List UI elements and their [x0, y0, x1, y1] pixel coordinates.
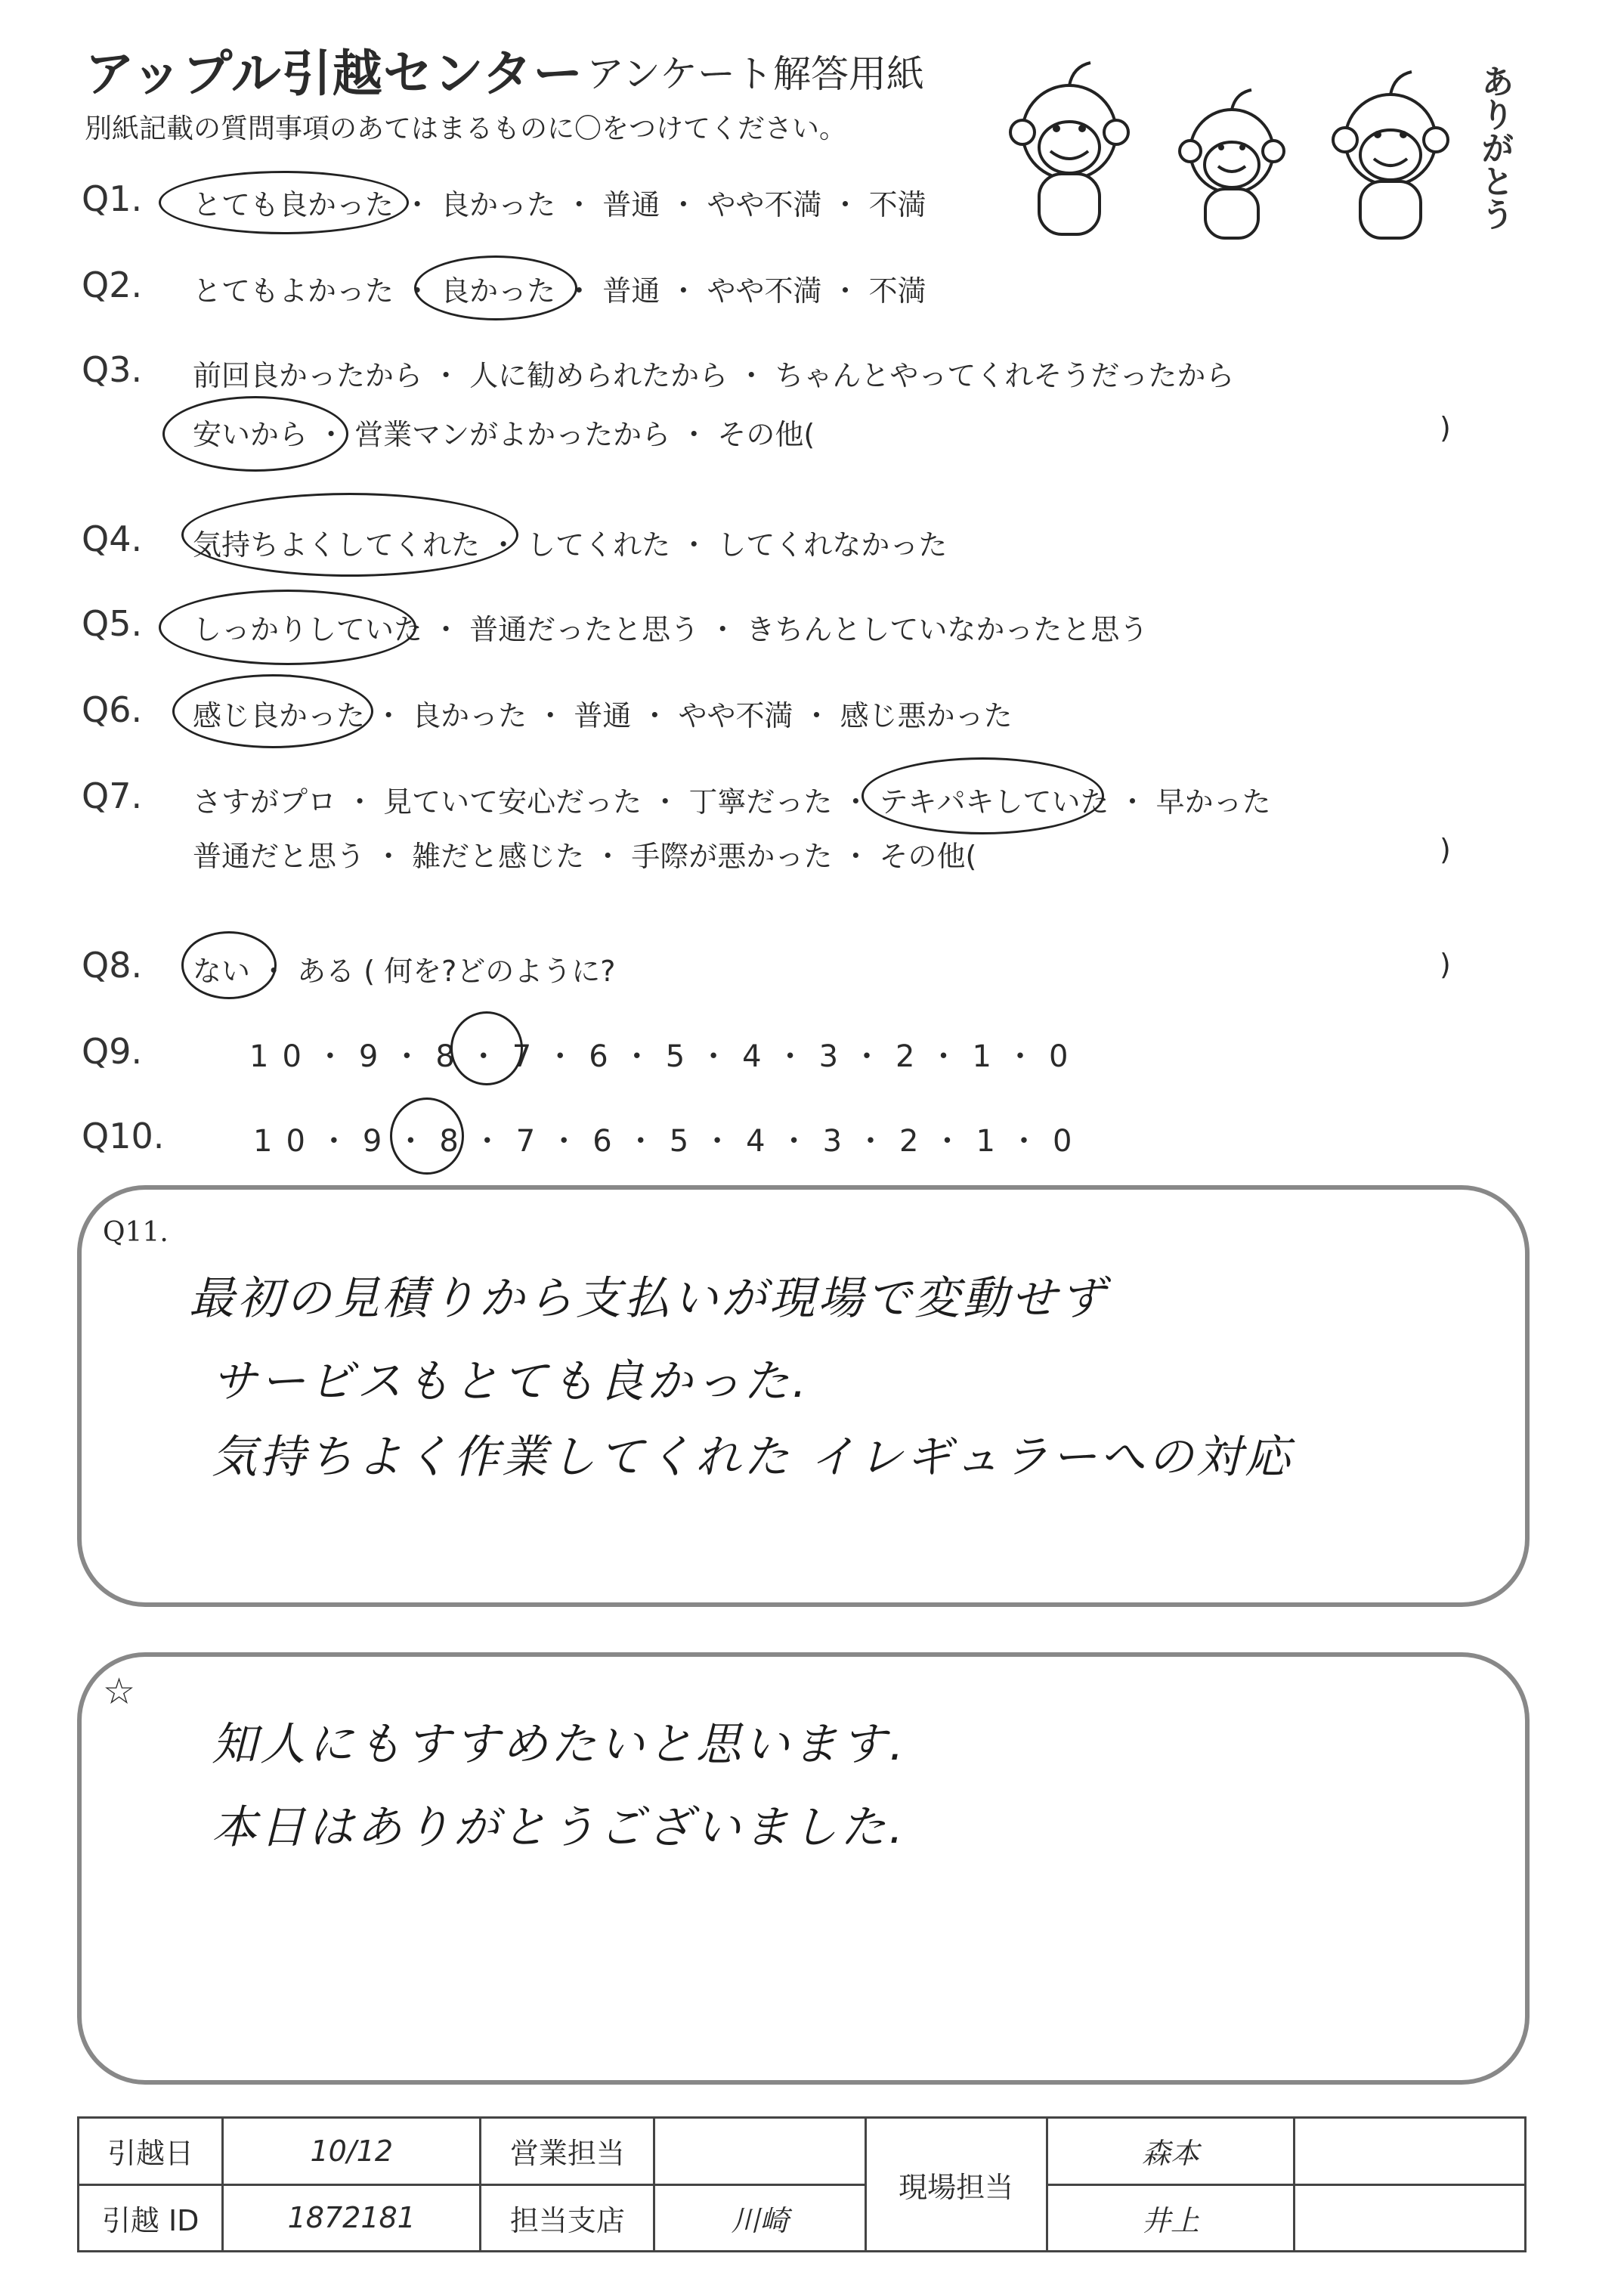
q6-options[interactable]: 感じ良かった ・ 良かった ・ 普通 ・ やや不満 ・ 感じ悪かった [193, 699, 1013, 732]
q4-options[interactable]: 気持ちよくしてくれた ・ してくれた ・ してくれなかった [193, 528, 948, 562]
q6-label: Q6. [82, 689, 143, 730]
q11-label: Q11. [103, 1217, 169, 1248]
q7-options-line2[interactable]: 普通だと思う ・ 雑だと感じた ・ 手際が悪かった ・ その他( [193, 840, 977, 873]
footer-info-table [77, 2116, 1527, 2252]
q8-close-paren: ) [1440, 948, 1451, 981]
thanks-text: ありがとう [1475, 64, 1514, 231]
site-staff-extra-2[interactable] [1295, 2184, 1526, 2252]
q4-label: Q4. [82, 519, 143, 559]
q5-label: Q5. [82, 603, 143, 644]
q3-options-line1[interactable]: 前回良かったから ・ 人に勧められたから ・ ちゃんとやってくれそうだったから [193, 359, 1235, 392]
q7-close-paren: ) [1440, 833, 1451, 866]
q7-options-line1[interactable]: さすがプロ ・ 見ていて安心だった ・ 丁寧だった ・ テキパキしていた ・ 早かった [193, 785, 1271, 819]
q8-label: Q8. [82, 945, 143, 986]
q3-close-paren: ) [1440, 411, 1451, 444]
q2-label: Q2. [82, 265, 143, 305]
q9-label: Q9. [82, 1031, 143, 1072]
company-title: アップル引越センター [85, 45, 584, 103]
q9-answer-circle [450, 1011, 523, 1085]
sales-rep-label: 営業担当 [481, 2118, 654, 2185]
site-staff-label: 現場担当 [865, 2118, 1047, 2252]
q11-comment-line-3: 気持ちよく作業してくれた イレギュラーへの対応 [212, 1431, 1294, 1484]
form-subtitle: アンケート解答用紙 [586, 52, 924, 96]
q11-comment-line-1: 最初の見積りから支払いが現場で変動せず [189, 1272, 1108, 1325]
q6-answer-circle [172, 674, 373, 748]
q1-label: Q1. [82, 178, 143, 219]
q8-answer-circle [181, 931, 277, 999]
q7-answer-circle [861, 757, 1104, 834]
star-icon: ☆ [103, 1670, 136, 1713]
site-staff-value-1[interactable]: 森本 [1047, 2118, 1295, 2185]
q5-options[interactable]: しっかりしていた ・ 普通だったと思う ・ きちんとしていなかったと思う [193, 613, 1149, 646]
q2-options[interactable]: とてもよかった ・ 良かった ・ 普通 ・ やや不満 ・ 不満 [193, 274, 926, 308]
q10-scale[interactable]: 10・9・8・7・6・5・4・3・2・1・0 [253, 1124, 1086, 1159]
sales-rep-value[interactable] [654, 2118, 865, 2185]
q10-label: Q10. [82, 1116, 165, 1156]
q10-answer-circle [390, 1097, 464, 1175]
star-comment-line-2: 本日はありがとうございました. [212, 1801, 907, 1854]
move-date-value[interactable]: 10/12 [223, 2118, 481, 2185]
q4-answer-circle [181, 493, 518, 577]
q7-label: Q7. [82, 776, 143, 816]
monkey-mascot-illustration [998, 53, 1496, 242]
q9-scale[interactable]: 10・9・8・7・6・5・4・3・2・1・0 [249, 1039, 1082, 1074]
site-staff-extra-1[interactable] [1295, 2118, 1526, 2185]
star-comment-line-1: 知人にもすすめたいと思います. [212, 1718, 907, 1771]
q5-answer-circle [159, 590, 416, 665]
q3-label: Q3. [82, 349, 143, 390]
move-id-label: 引越 ID [79, 2184, 223, 2252]
q1-options[interactable]: とても良かった ・ 良かった ・ 普通 ・ やや不満 ・ 不満 [193, 188, 926, 221]
move-id-value[interactable]: 1872181 [223, 2184, 481, 2252]
q3-answer-circle [162, 396, 348, 472]
branch-label: 担当支店 [481, 2184, 654, 2252]
instructions: 別紙記載の質問事項のあてはまるものに〇をつけてください。 [85, 113, 847, 144]
site-staff-value-2[interactable]: 井上 [1047, 2184, 1295, 2252]
move-date-label: 引越日 [79, 2118, 223, 2185]
q11-comment-line-2: サービスもとても良かった. [212, 1355, 810, 1408]
q3-options-line2[interactable]: 安いから ・ 営業マンがよかったから ・ その他( [193, 418, 815, 451]
q1-answer-circle [159, 171, 409, 234]
q8-options[interactable]: ない ・ ある ( 何を?どのように? [193, 955, 616, 988]
branch-value[interactable]: 川崎 [654, 2184, 865, 2252]
q2-answer-circle [414, 255, 577, 320]
